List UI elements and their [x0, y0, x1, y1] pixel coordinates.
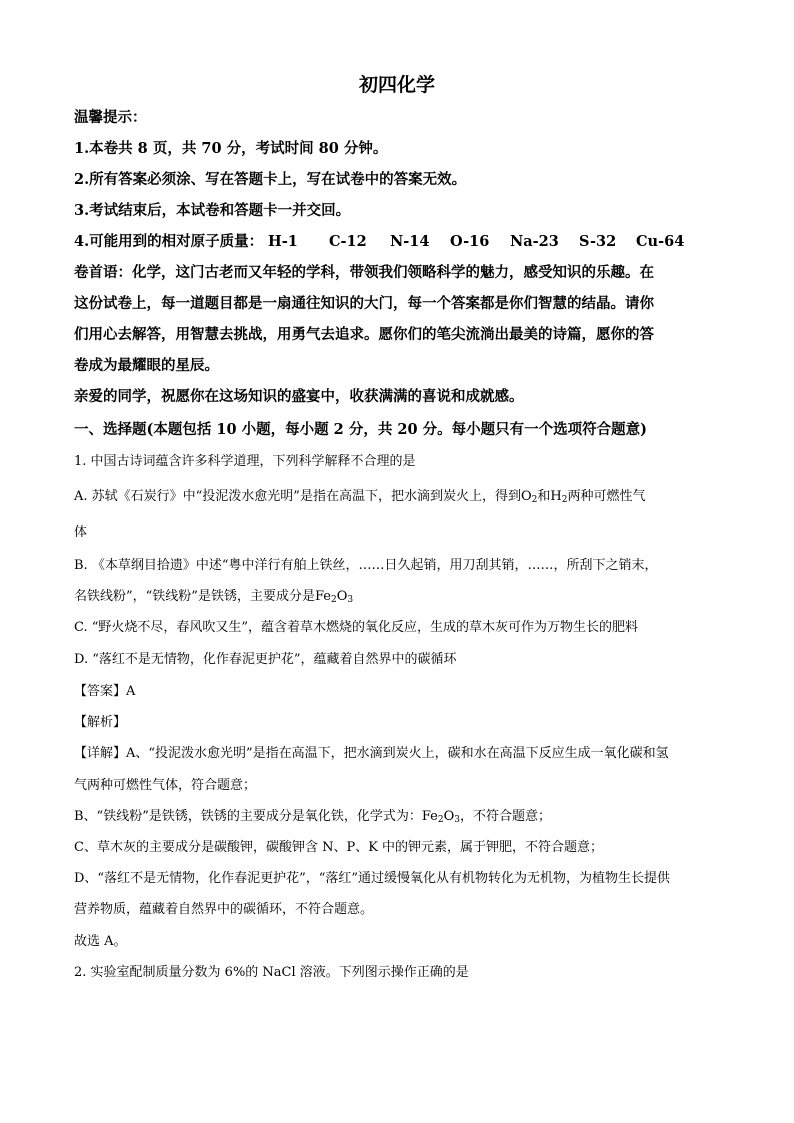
answer-label: 【答案】 — [74, 684, 127, 699]
detail-line-2: 气两种可燃性气体，符合题意； — [74, 778, 257, 793]
detail-line-1: 【详解】A、“投泥泼水愈光明”是指在高温下，把水滴到炭火上，碳和水在高温下反应生成一氧化碳和氢 — [74, 746, 669, 761]
preface-line-1: 卷首语：化学，这门古老而又年轻的学科，带领我们领略科学的魅力，感受知识的乐趣。在 — [74, 264, 654, 281]
formula-fe2o3: $Fe_2O_3$ — [314, 589, 354, 605]
question-1-option-a-cont: 体 — [74, 525, 88, 540]
detail-d-line-2: 营养物质，蕴藏着自然界中的碳循环，不符合题意。 — [74, 902, 374, 917]
page-title: 初四化学 — [358, 74, 435, 96]
atomic-mass-o: O-16 — [450, 233, 490, 250]
preface-line-2: 这份试卷上，每一道题目都是一扇通往知识的大门，每一个答案都是你们智慧的结晶。请你 — [74, 295, 654, 312]
notice-item-1: 1.本卷共 8 页，共 70 分，考试时间 80 分钟。 — [74, 140, 388, 157]
analysis-label: 【解析】 — [74, 715, 127, 730]
atomic-mass-na: Na-23 — [510, 233, 559, 250]
greeting: 亲爱的同学，祝愿你在这场知识的盛宴中，收获满满的喜说和成就感。 — [74, 388, 524, 405]
question-1-option-c: C. “野火烧不尽，春风吹又生”，蕴含着草木燃烧的氧化反应，生成的草木灰可作为万物生长的肥料 — [74, 620, 639, 635]
question-2-stem: 2. 实验室配制质量分数为 6%的 NaCl 溶液。下列图示操作正确的是 — [74, 965, 469, 980]
answer-line — [74, 685, 724, 698]
question-1-option-a: A. 苏轼《石炭行》中“投泥泼水愈光明”是指在高温下，把水滴到炭火上，得到$O_2$和$H_2$两种可燃性气 — [74, 489, 646, 505]
notice-heading: 温馨提示： — [74, 109, 147, 126]
detail-c: C、草木灰的主要成分是碳酸钾，碳酸钾含 N、P、K 中的钾元素，属于钾肥，不符合题意； — [74, 840, 604, 855]
formula-h2: $H_2$ — [550, 489, 568, 505]
atomic-mass-s: S-32 — [579, 233, 617, 250]
atomic-mass-n: N-14 — [390, 233, 430, 250]
formula-fe2o3-detail: $Fe_2O_3$ — [421, 809, 461, 825]
question-1-option-b: B. 《本草纲目拾遗》中述“粤中洋行有舶上铁丝，……日久起销，用刀刮其销，……，所刮下之销末， — [74, 558, 658, 573]
answer-value: A — [126, 684, 136, 699]
question-1-stem: 1. 中国古诗词蕴含许多科学道理，下列科学解释不合理的是 — [74, 454, 416, 469]
notice-item-3: 3.考试结束后，本试卷和答题卡一并交回。 — [74, 202, 351, 219]
option-a-text: A. 苏轼《石炭行》中“投泥泼水愈光明”是指在高温下，把水滴到炭火上，得到 — [74, 489, 521, 504]
detail-d-line-1: D、“落红不是无情物，化作春泥更护花”，“落红”通过缓慢氧化从有机物转化为无机物，为植物生长提供 — [74, 871, 671, 886]
question-1-option-b-cont: 名铁线粉”，“铁线粉”是铁锈，主要成分是$Fe_2O_3$ — [74, 589, 354, 605]
conclusion: 故选 A。 — [74, 934, 127, 949]
section-heading: 一、选择题(本题包括 10 小题，每小题 2 分，共 20 分。每小题只有一个选项符合题意) — [74, 421, 647, 438]
formula-o2: $O_2$ — [520, 489, 538, 505]
detail-b: B、“铁线粉”是铁锈，铁锈的主要成分是氧化铁，化学式为：$Fe_2O_3$，不符合题意； — [74, 809, 552, 825]
preface-line-3: 们用心去解答，用智慧去挑战，用勇气去追求。愿你们的笔尖流淌出最美的诗篇，愿你的答 — [74, 326, 654, 343]
atomic-mass-c: C-12 — [329, 233, 367, 250]
notice-item-4 — [74, 235, 724, 250]
atomic-mass-label: 4.可能用到的相对原子质量： — [74, 233, 264, 250]
question-1-option-d: D. “落红不是无情物，化作春泥更护花”，蕴藏着自然界中的碳循环 — [74, 652, 457, 667]
atomic-mass-cu: Cu-64 — [636, 233, 685, 250]
atomic-mass-h: H-1 — [268, 233, 298, 250]
notice-item-2: 2.所有答案必须涂、写在答题卡上，写在试卷中的答案无效。 — [74, 171, 467, 188]
preface-line-4: 卷成为最耀眼的星辰。 — [74, 357, 219, 374]
